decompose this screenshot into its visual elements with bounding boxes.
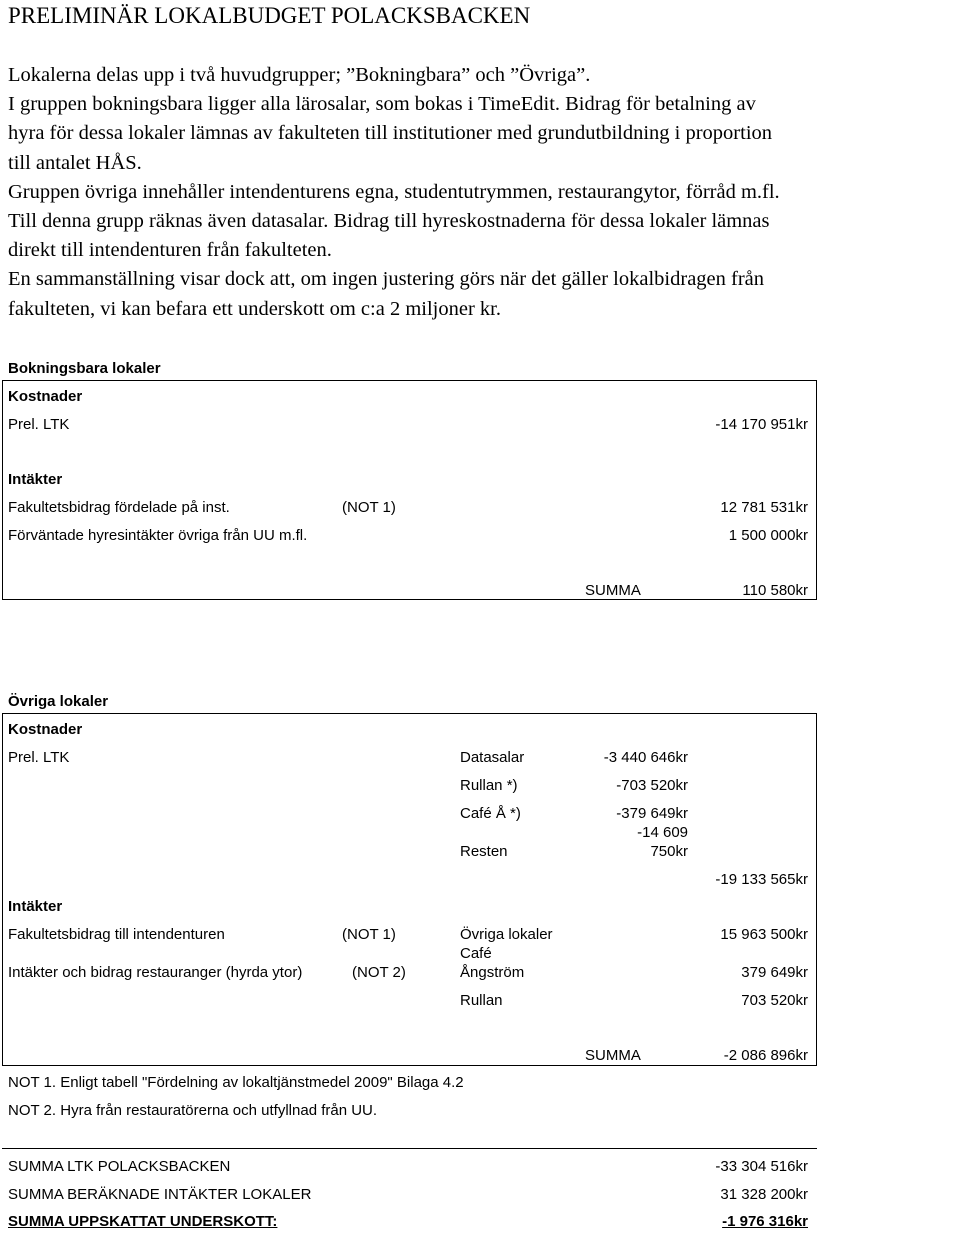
booking-faculty-label: Fakultetsbidrag fördelade på inst. <box>8 499 230 516</box>
income-item-label: Rullan <box>460 992 503 1009</box>
other-summa-value: -2 086 896kr <box>723 1047 808 1064</box>
income-item-value: 703 520kr <box>741 992 808 1009</box>
other-table-bottom-border <box>2 1065 817 1066</box>
other-costs-label: Kostnader <box>8 721 83 738</box>
intro-line: fakulteten, vi kan befara ett underskott om c:a 2 miljoner kr. <box>8 297 501 320</box>
intro-line: I gruppen bokningsbara ligger alla lärosalar, som bokas i TimeEdit. Bidrag för betalning av <box>8 93 756 116</box>
summary-ltk-value: -33 304 516kr <box>715 1158 808 1175</box>
summary-ltk-label: SUMMA LTK POLACKSBACKEN <box>8 1158 231 1175</box>
other-income-label: Intäkter <box>8 898 63 915</box>
income-item-label: Ångström <box>460 964 525 981</box>
booking-summa-label: SUMMA <box>585 582 641 599</box>
cost-item-label: Resten <box>460 843 508 860</box>
cost-item-value: -3 440 646kr <box>603 749 688 766</box>
intro-line: hyra för dessa lokaler lämnas av fakulteten till institutioner med grundutbildning i proportion <box>8 122 773 145</box>
income-item-label: Café <box>460 945 492 962</box>
other-table-top-border <box>2 713 817 714</box>
other-prel-ltk-label: Prel. LTK <box>8 749 70 766</box>
booking-heading: Bokningsbara lokaler <box>8 360 161 377</box>
summary-deficit-value: -1 976 316kr <box>722 1213 808 1230</box>
intro-line: till antalet HÅS. <box>8 151 142 174</box>
booking-table-left-border <box>2 380 3 600</box>
intro-paragraph <box>8 61 958 324</box>
other-faculty-label: Fakultetsbidrag till intendenturen <box>8 926 225 943</box>
other-heading: Övriga lokaler <box>8 693 109 710</box>
intro-line: Gruppen övriga innehåller intendenturens egna, studentutrymmen, restaurangytor, förråd m.fl. <box>8 180 780 203</box>
cost-item-value: -703 520kr <box>616 777 688 794</box>
booking-table-right-border <box>816 380 817 600</box>
income-item-value: 379 649kr <box>741 964 808 981</box>
cost-total-value: -19 133 565kr <box>715 871 808 888</box>
booking-table-top-border <box>2 380 817 381</box>
note-1: NOT 1. Enligt tabell "Fördelning av lokaltjänstmedel 2009" Bilaga 4.2 <box>8 1074 464 1091</box>
other-faculty-note: (NOT 1) <box>342 926 396 943</box>
cost-item-value: -379 649kr <box>616 805 688 822</box>
booking-faculty-value: 12 781 531kr <box>720 499 808 516</box>
summary-deficit-label: SUMMA UPPSKATTAT UNDERSKOTT: <box>8 1213 278 1230</box>
cost-item-value: -14 609 <box>637 824 688 841</box>
intro-line: direkt till intendenturen från fakulteten. <box>8 239 332 262</box>
booking-rent-label: Förväntade hyresintäkter övriga från UU m.fl. <box>8 527 308 544</box>
intro-line: Lokalerna delas upp i två huvudgrupper; ”Bokningbara” och ”Övriga”. <box>8 64 591 86</box>
intro-line: En sammanställning visar dock att, om ingen justering görs när det gäller lokalbidragen från <box>8 268 765 291</box>
income-item-value: 15 963 500kr <box>720 926 808 943</box>
booking-rent-value: 1 500 000kr <box>728 527 808 544</box>
booking-prel-ltk-label: Prel. LTK <box>8 416 70 433</box>
booking-summa-value: 110 580kr <box>742 582 808 599</box>
cost-item-label: Café Å *) <box>460 805 521 822</box>
summary-income-label: SUMMA BERÄKNADE INTÄKTER LOKALER <box>8 1186 312 1203</box>
other-restaurant-note: (NOT 2) <box>352 964 406 981</box>
intro-line: Till denna grupp räknas även datasalar. Bidrag till hyreskostnaderna för dessa lokaler lämnas <box>8 210 770 233</box>
other-table-right-border <box>816 713 817 1066</box>
cost-item-label: Rullan *) <box>460 777 518 794</box>
page-title: PRELIMINÄR LOKALBUDGET POLACKSBACKEN <box>8 3 531 28</box>
other-restaurant-label: Intäkter och bidrag restauranger (hyrda ytor) <box>8 964 303 981</box>
booking-prel-ltk-value: -14 170 951kr <box>715 416 808 433</box>
summary-separator <box>2 1148 817 1149</box>
income-item-label: Övriga lokaler <box>460 926 553 943</box>
summary-income-value: 31 328 200kr <box>720 1186 808 1203</box>
cost-item-label: Datasalar <box>460 749 525 766</box>
booking-costs-label: Kostnader <box>8 388 83 405</box>
booking-faculty-note: (NOT 1) <box>342 499 396 516</box>
cost-item-value: 750kr <box>650 843 688 860</box>
booking-income-label: Intäkter <box>8 471 63 488</box>
other-summa-label: SUMMA <box>585 1047 641 1064</box>
other-table-left-border <box>2 713 3 1066</box>
booking-table-bottom-border <box>2 599 817 600</box>
note-2: NOT 2. Hyra från restauratörerna och utfyllnad från UU. <box>8 1102 378 1119</box>
